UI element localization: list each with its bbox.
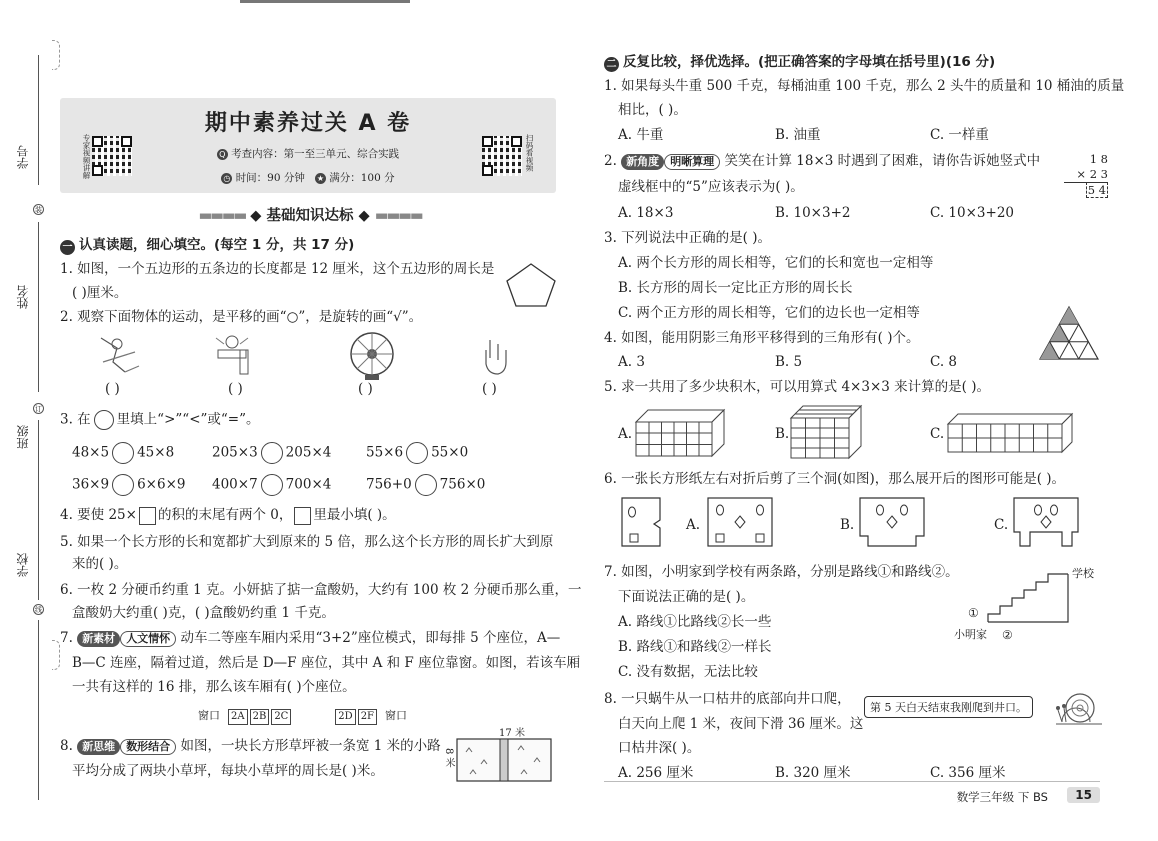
option[interactable]: B. 320 厘米 [775,765,851,781]
option[interactable]: B. 路线①和路线②一样长 [618,639,772,655]
option[interactable]: B. 长方形的周长一定比正方形的周长长 [618,280,853,296]
home-label: 小明家 [954,628,987,641]
s2-q8: 8. 一只蜗牛从一口枯井的底部向井口爬， [604,691,851,707]
binding-line [38,55,39,185]
s1-q2-blank[interactable]: ( ) [358,381,373,397]
binding-mark: 装 [35,206,42,214]
vertical-calc: 1 8 × 2 3 5 4 [1064,152,1108,198]
s1-q2: 2. 观察下面物体的运动，是平移的画“○”，是旋转的画“√”。 [60,309,423,325]
s2-q2-line2[interactable]: 虚线框中的“5”应该表示为( )。 [618,179,804,195]
page-number: 15 [1067,787,1100,803]
blocks-c [946,412,1074,454]
s1-q7-line2: B—C 连座，隔着过道，然后是 D—F 座位，其中 A 和 F 座位靠窗。如图，若该车厢 [72,655,581,671]
option[interactable]: C. 没有数据，无法比较 [618,664,758,680]
option[interactable]: B. 10×3+2 [775,205,851,221]
compare-item: 36×9 6×6×9 [72,474,185,496]
compare-circle[interactable] [261,442,283,464]
footer-subject: 数学三年级 下 BS [956,790,1048,804]
search-icon: Q [217,149,228,160]
folded-paper [620,496,662,548]
binding-line [38,420,39,600]
option[interactable]: C. [930,426,945,442]
s2-q2: 2. 新角度 明晰算理 笑笑在计算 18×3 时遇到了困难，请你告诉她竖式中 [604,153,1041,169]
binding-line [38,222,39,392]
section1-heading: 一 认真读题，细心填空。(每空 1 分，共 17 分) [60,233,354,255]
s1-q8: 8. 新思维 数形结合 如图，一块长方形草坪被一条宽 1 米的小路 [60,738,441,754]
option[interactable]: A. 牛重 [618,127,664,143]
option[interactable]: A. 18×3 [618,205,674,221]
compare-item: 756+0 756×0 [366,474,485,496]
lawn-figure [456,736,554,782]
compare-circle[interactable] [415,474,437,496]
seat-diagram: 窗口 2A 2B 2C 2D 2F 窗口 [198,707,407,725]
section-banner: ▬▬▬▬ ◆ 基础知识达标 ◆ ▬▬▬▬ [198,208,422,224]
s1-q6-answer[interactable]: 盒酸奶大约重( )克，( )盒酸奶约重 1 千克。 [72,605,335,621]
trophy-icon: ★ [316,173,324,183]
s2-q3[interactable]: 3. 下列说法中正确的是( )。 [604,230,771,246]
blocks-a [634,408,726,458]
dashed-box-digit: 5 4 [1087,183,1106,197]
option[interactable]: C. 两个正方形的周长相等，它们的边长也一定相等 [618,305,920,321]
wheel-picture [347,330,397,382]
option[interactable]: B. 5 [775,354,803,370]
option[interactable]: C. 8 [930,354,958,370]
binding-mark: 线 [35,606,42,614]
compare-circle[interactable] [112,474,134,496]
compare-circle[interactable] [406,442,428,464]
s1-q6: 6. 一枚 2 分硬币约重 1 克。小妍掂了掂一盒酸奶，大约有 100 枚 2 分硬币那么重，一 [60,582,582,598]
s1-q2-blank[interactable]: ( ) [105,381,120,397]
pentagon-figure [505,262,557,308]
tag-number-shape: 数形结合 [120,739,176,755]
s2-q8-line3[interactable]: 口枯井深( )。 [618,740,701,756]
option[interactable]: C. [994,517,1009,533]
faucet-picture [212,332,262,380]
option[interactable]: B. [840,517,855,533]
s2-q7: 7. 如图，小明家到学校有两条路，分别是路线①和路线②。 [604,564,959,580]
s1-q5: 5. 如果一个长方形的长和宽都扩大到原来的 5 倍，那么这个长方形的周长扩大到原 [60,534,554,550]
s2-q5[interactable]: 5. 求一共用了多少块积木，可以用算式 4×3×3 来计算的是( )。 [604,379,990,395]
footer-divider [604,781,1100,782]
s1-q2-blank[interactable]: ( ) [482,381,497,397]
s1-q5-answer[interactable]: 来的( )。 [72,556,128,572]
lawn-width-label: 8 米 [443,748,454,768]
tag-new-material: 新素材 [77,631,120,647]
tag-clear-logic: 明晰算理 [664,154,720,170]
s2-q7-line2[interactable]: 下面说法正确的是( )。 [618,589,755,605]
blocks-b [789,404,863,460]
qr-left-label: 专家视频讲解 [82,134,91,179]
hand-picture [478,336,518,380]
fold-mark [52,40,60,70]
option[interactable]: A. 路线①比路线②长一些 [618,614,772,630]
tag-new-angle: 新角度 [621,154,664,170]
clock-icon: ◷ [221,173,232,184]
binding-mark: 订 [35,405,42,413]
compare-item: 48×5 45×8 [72,442,174,464]
option[interactable]: A. 256 厘米 [618,765,694,781]
compare-circle[interactable] [261,474,283,496]
s2-q1: 1. 如果每头牛重 500 千克，每桶油重 100 千克，那么 2 头牛的质量和 10 桶油的质量 [604,78,1125,94]
compare-item: 205×3 205×4 [212,442,331,464]
school-label: 学校 [1072,567,1094,580]
option[interactable]: A. [618,426,633,442]
compare-item: 400×7 700×4 [212,474,331,496]
answer-box[interactable] [139,507,156,525]
exam-title: 期中素养过关 A 卷 [204,111,412,136]
snail-speech-bubble: 第 5 天白天结束我刚爬到井口。 [864,696,1033,718]
unfolded-a [706,496,774,548]
option[interactable]: C. 10×3+20 [930,205,1014,221]
student-id-label: 学号 [16,145,30,169]
s1-q1-answer[interactable]: ( )厘米。 [72,285,128,301]
tag-new-thinking: 新思维 [77,739,120,755]
compare-circle[interactable] [112,442,134,464]
answer-box[interactable] [294,507,311,525]
fold-mark [52,640,60,670]
route-2-label: ② [1002,628,1013,642]
option[interactable]: C. 356 厘米 [930,765,1006,781]
s1-q2-blank[interactable]: ( ) [228,381,243,397]
exam-score: 满分：100 分 [329,172,395,184]
class-label: 班级 [16,425,30,449]
exam-scope: Q 考查内容：第一至三单元、综合实践 [60,146,556,161]
s1-q1: 1. 如图，一个五边形的五条边的长度都是 12 厘米，这个五边形的周长是 [60,261,495,277]
s1-q7-line3[interactable]: 一共有这样的 16 排，那么该车厢有( )个座位。 [72,679,356,695]
tag-humanity: 人文情怀 [120,631,176,647]
snail-picture [1052,684,1106,728]
route-figure [984,570,1072,626]
s1-q3: 3. 在 里填上“>”“<”或“=”。 [60,410,260,430]
option[interactable]: A. [686,517,701,533]
s1-q8-answer[interactable]: 平均分成了两块小草坪，每块小草坪的周长是( )米。 [72,763,384,779]
binding-strip [0,0,60,841]
option[interactable]: B. [775,426,790,442]
s1-q7: 7. 新素材 人文情怀 动车二等座车厢内采用“3+2”座位模式，即每排 5 个座位，A— [60,630,561,646]
exam-time: 时间：90 分钟 [235,172,305,184]
option[interactable]: A. 两个长方形的周长相等，它们的长和宽也一定相等 [618,255,934,271]
qr-code-right[interactable] [482,136,522,176]
top-edge-mark [240,0,410,3]
option[interactable]: B. 油重 [775,127,821,143]
swing-picture [95,332,145,380]
name-label: 姓名 [16,285,30,309]
compare-item: 55×6 55×0 [366,442,468,464]
qr-right-label: 扫码看视频 [525,134,534,172]
s2-q1-line2[interactable]: 相比，( )。 [618,102,687,118]
s2-q4[interactable]: 4. 如图，能用阴影三角形平移得到的三角形有( )个。 [604,330,920,346]
option[interactable]: A. 3 [618,354,645,370]
option[interactable]: C. 一样重 [930,127,989,143]
unfolded-c [1012,496,1080,548]
s2-q6[interactable]: 6. 一张长方形纸左右对折后剪了三个洞(如图)，那么展开后的图形可能是( )。 [604,471,1066,487]
section2-heading: 二 反复比较，择优选择。(把正确答案的字母填在括号里)(16 分) [604,50,995,72]
s1-q4: 4. 要使 25× 的积的末尾有两个 0， 里最小填( )。 [60,507,396,523]
unfolded-b [858,496,926,548]
triangle-figure [1038,305,1100,361]
exam-header [60,98,556,193]
binding-line [38,620,39,800]
school-label: 学校 [16,553,30,577]
lawn-length-label: 17 米 [499,728,525,739]
route-1-label: ① [968,606,979,620]
s2-q8-line2: 白天向上爬 1 米，夜间下滑 36 厘米。这 [618,716,864,732]
